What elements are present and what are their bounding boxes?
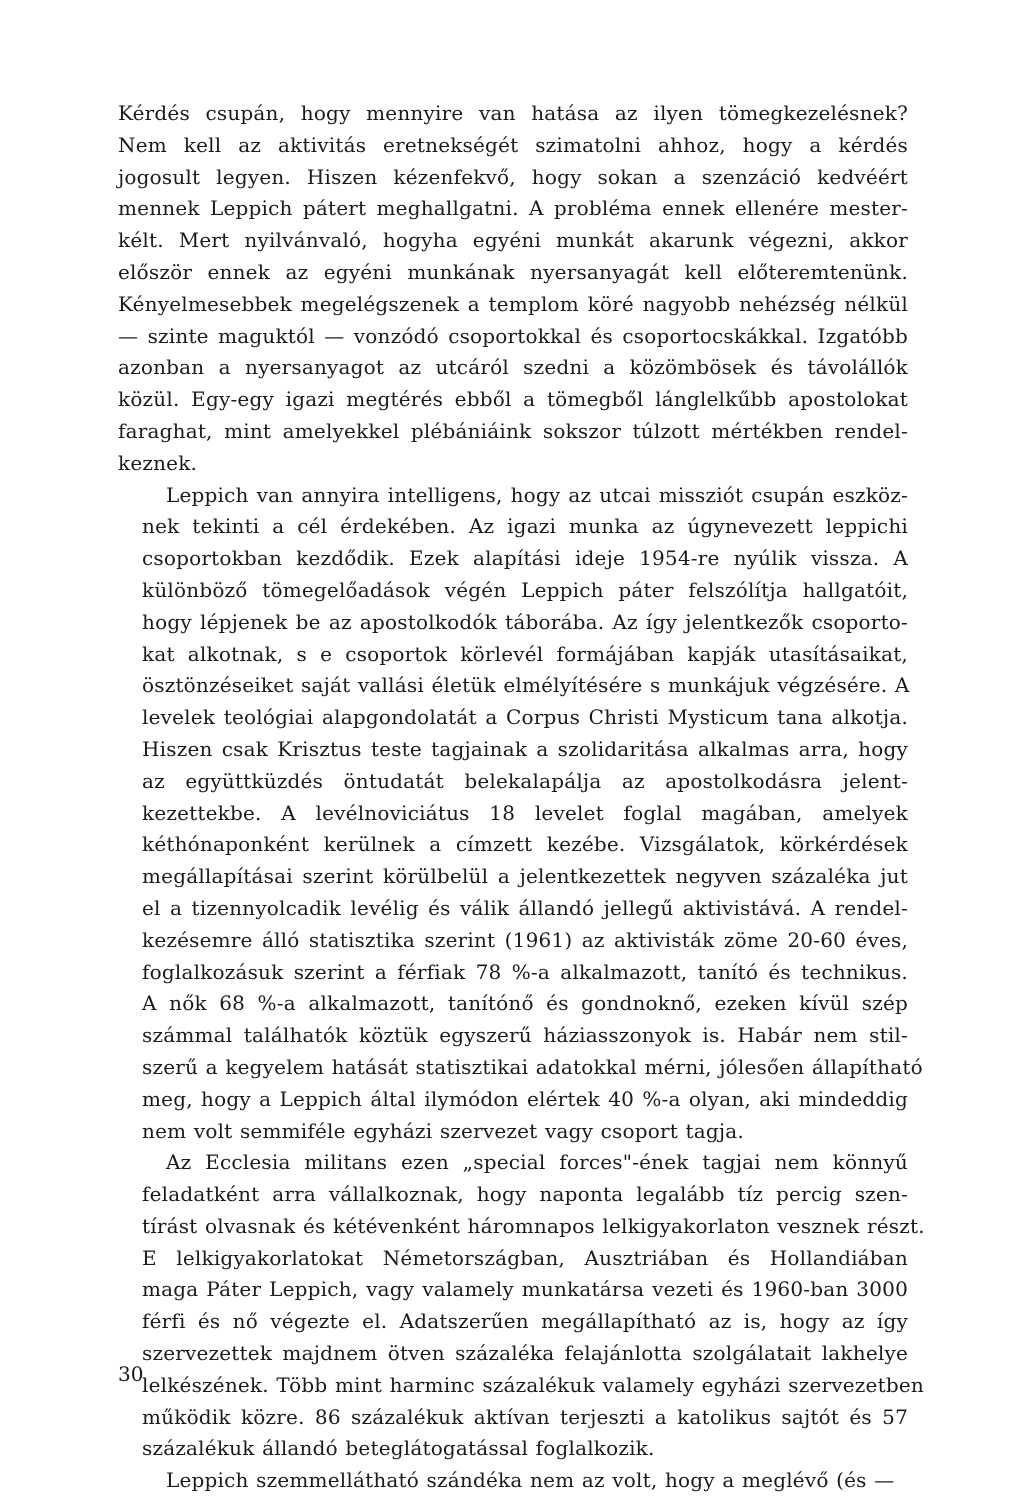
text-line: szerű a kegyelem hatását statisztikai adatokkal mérni, jólesően állapítható [142,1054,923,1079]
text-line: Kényelmesebbek megelégszenek a templom köré nagyobb nehézség nélkül [118,291,908,316]
text-line: foglalkozásuk szerint a férfiak 78 %-a alkalmazott, tanító és technikus. [142,959,908,984]
text-line: Leppich szemmellátható szándéka nem az volt, hogy a meglévő (és — [166,1468,895,1493]
text-line: ösztönzéseiket saját vallási életük elmélyítésére s munkájuk végzésére. A [142,673,910,698]
text-line: kat alkotnak, s e csoportok körlevél formájában kapják utasításaikat, [142,641,908,666]
text-line: jogosult legyen. Hiszen kézenfekvő, hogy sokan a szenzáció kedvéért [118,164,908,189]
text-line: levelek teológiai alapgondolatát a Corpus Christi Mysticum tana alkotja. [142,705,908,730]
text-line: azonban a nyersanyagot az utcáról szedni a közömbösek és távolállók [118,355,908,380]
text-line: lelkészének. Több mint harminc százalékuk valamely egyházi szervezetben [142,1372,924,1397]
text-line: működik közre. 86 százalékuk aktívan terjeszti a katolikus sajtót és 57 [142,1404,908,1429]
text-line: Leppich van annyira intelligens, hogy az utcai missziót csupán eszköz- [166,482,908,507]
paragraph [118,98,908,480]
text-line: közül. Egy-egy igazi megtérés ebből a tömegből lánglelkűbb apostolokat [118,387,908,412]
text-line: az együttküzdés öntudatát belekalapálja az apostolkodásra jelent- [142,768,908,793]
text-line: nem volt semmiféle egyházi szervezet vagy csoport tagja. [142,1118,744,1143]
text-line: el a tizennyolcadik levélig és válik állandó jellegű aktivistává. A rendel- [142,895,908,920]
text-line: mennek Leppich pátert meghallgatni. A probléma ennek ellenére mester- [118,196,908,221]
text-line: kezettekbe. A levélnoviciátus 18 levelet foglal magában, amelyek [142,800,908,825]
text-line: maga Páter Leppich, vagy valamely munkatársa vezeti és 1960-ban 3000 [142,1277,908,1302]
text-line: tírást olvasnak és kétévenként háromnapos lelkigyakorlaton vesznek részt. [142,1213,925,1238]
text-line: faraghat, mint amelyekkel plébániáink sokszor túlzott mértékben rendel- [118,418,908,443]
text-line: meg, hogy a Leppich által ilymódon elértek 40 %-a olyan, aki mindeddig [142,1086,908,1111]
text-line: feladatként arra vállalkoznak, hogy naponta legalább tíz percig szen- [142,1182,908,1207]
text-line: — szinte maguktól — vonzódó csoportokkal és csoportocskákkal. Izgatóbb [118,323,908,348]
paragraph [118,1465,908,1497]
text-line: csoportokban kezdődik. Ezek alapítási ideje 1954-re nyúlik vissza. A [142,546,908,571]
text-line: százalékuk állandó beteglátogatással foglalkozik. [142,1436,655,1461]
text-line: először ennek az egyéni munkának nyersanyagát kell előteremtenünk. [118,259,908,284]
text-line: szervezettek majdnem ötven százaléka felajánlotta szolgálatait lakhelye [142,1341,908,1366]
text-line: számmal találhatók köztük egyszerű háziasszonyok is. Habár nem stil- [142,1023,908,1048]
paragraph [118,480,923,1148]
text-line: nek tekinti a cél érdekében. Az igazi munka az úgynevezett leppichi [142,514,908,539]
text-line: Kérdés csupán, hogy mennyire van hatása az ilyen tömegkezelésnek? [118,101,908,125]
text-line: A nők 68 %-a alkalmazott, tanítónő és gondnoknő, ezeken kívül szép [142,991,908,1016]
paragraph [118,1147,925,1465]
text-line: keznek. [118,450,198,475]
text-line: Nem kell az aktivitás eretnekségét szimatolni ahhoz, hogy a kérdés [118,132,908,157]
text-line: kéthónaponként kerülnek a címzett kezébe. Vizsgálatok, körkérdések [142,832,908,857]
text-line: megállapításai szerint körülbelül a jelentkezettek negyven százaléka jut [142,864,908,889]
page-number: 30 [118,1362,144,1386]
text-line: E lelkigyakorlatokat Németországban, Ausztriában és Hollandiában [142,1245,908,1270]
text-line: hogy lépjenek be az apostolkodók táborába. Az így jelentkezők csoporto- [142,609,908,634]
page-body [118,98,925,1497]
text-line: Hiszen csak Krisztus teste tagjainak a szolidaritása alkalmas arra, hogy [142,736,908,761]
text-line: kezésemre álló statisztika szerint (1961) az aktivisták zöme 20-60 éves, [142,927,908,952]
text-line: férfi és nő végezte el. Adatszerűen megállapítható az is, hogy az így [142,1309,908,1334]
text-line: különböző tömegelőadások végén Leppich páter felszólítja hallgatóit, [142,577,908,602]
text-line: Az Ecclesia militans ezen „special forces"-ének tagjai nem könnyű [166,1150,908,1175]
text-line: kélt. Mert nyilvánvaló, hogyha egyéni munkát akarunk végezni, akkor [118,228,908,253]
